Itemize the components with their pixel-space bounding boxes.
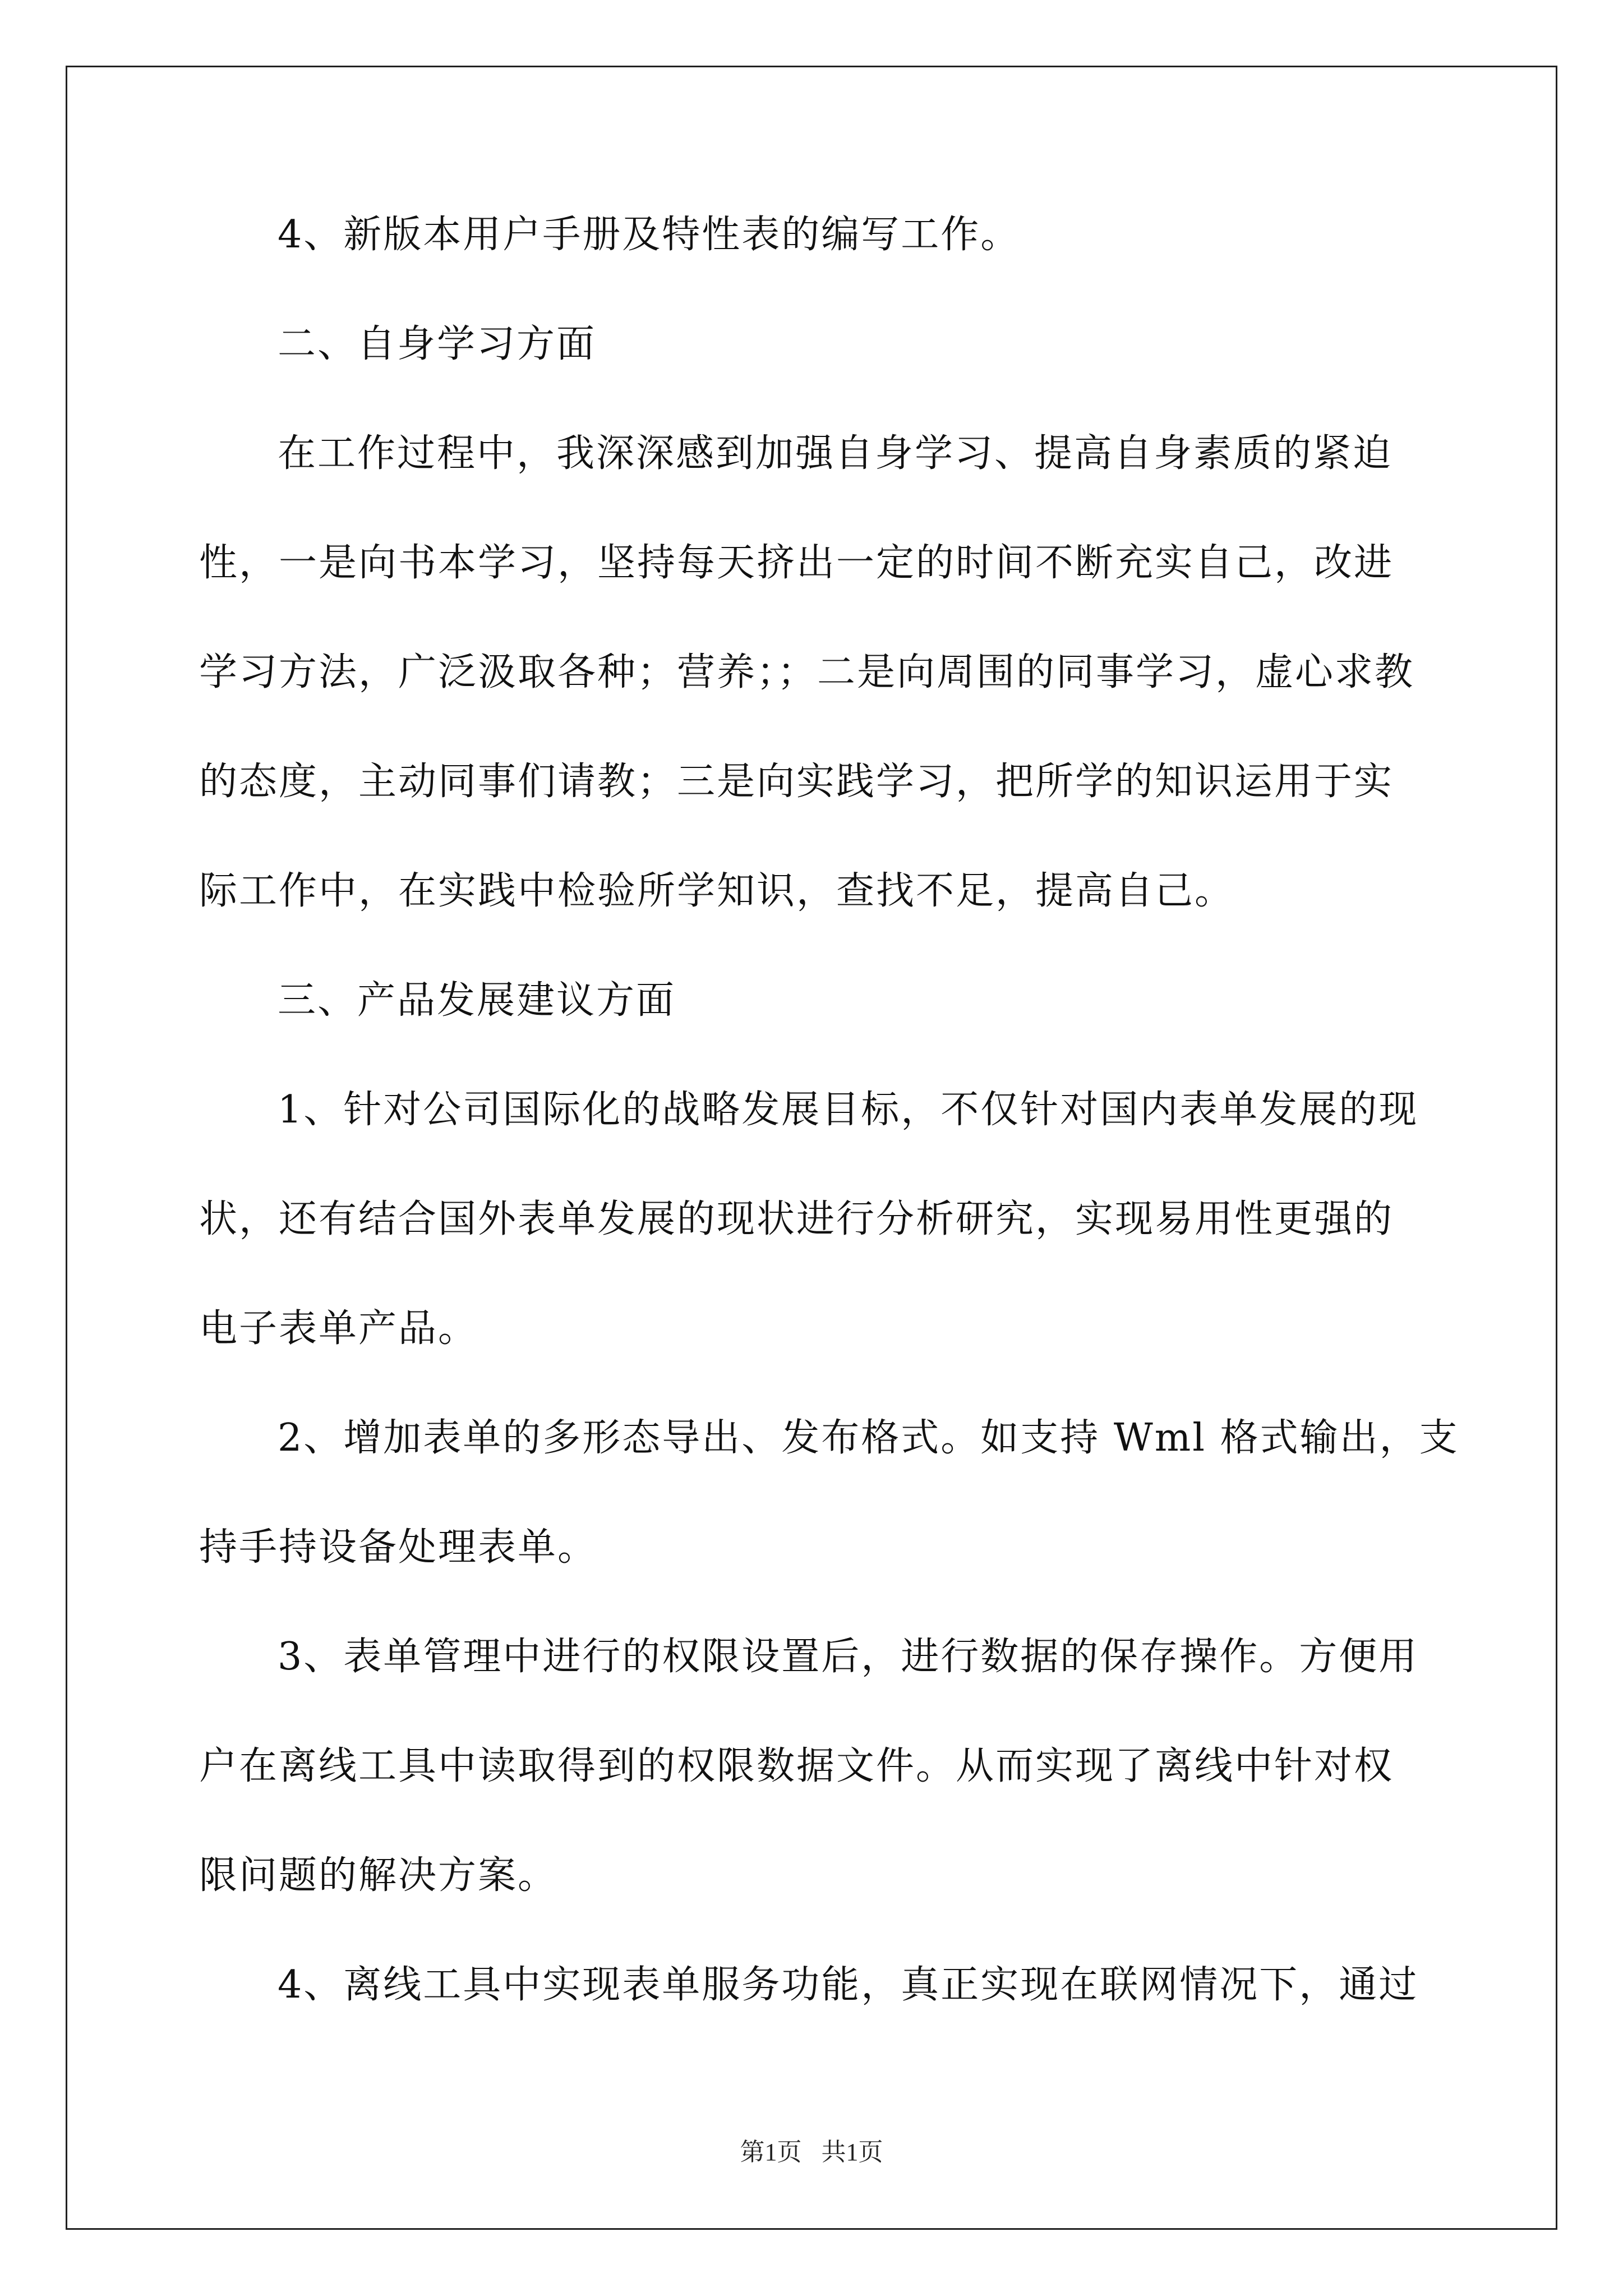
- paragraph-line: 4、离线工具中实现表单服务功能，真正实现在联网情况下，通过: [278, 1963, 1419, 2007]
- paragraph-line: 持手持设备处理表单。: [199, 1525, 598, 1570]
- page-number-current: 第1页: [740, 2138, 802, 2166]
- section-heading: 二、自身学习方面: [278, 322, 597, 366]
- paragraph-line: 1、针对公司国际化的战略发展目标，不仅针对国内表单发展的现: [278, 1088, 1419, 1132]
- page-border: [66, 66, 1557, 2230]
- paragraph-line: 际工作中，在实践中检验所学知识，查找不足，提高自己。: [199, 869, 1235, 913]
- paragraph-line: 电子表单产品。: [199, 1306, 478, 1351]
- paragraph-line: 学习方法，广泛汲取各种；营养；；二是向周围的同事学习，虚心求教: [199, 650, 1415, 694]
- paragraph-line: 3、表单管理中进行的权限设置后，进行数据的保存操作。方便用: [278, 1635, 1419, 1679]
- page-number-total: 共1页: [821, 2138, 883, 2166]
- section-heading: 三、产品发展建议方面: [278, 978, 676, 1023]
- page-footer: [0, 2132, 1623, 2168]
- paragraph-line: 性，一是向书本学习，坚持每天挤出一定的时间不断充实自己，改进: [199, 541, 1394, 585]
- paragraph-line: 4、新版本用户手册及特性表的编写工作。: [278, 213, 1021, 257]
- paragraph-line: 在工作过程中，我深深感到加强自身学习、提高自身素质的紧迫: [278, 431, 1393, 476]
- paragraph-line: 限问题的解决方案。: [199, 1853, 558, 1898]
- paragraph-line: 2、增加表单的多形态导出、发布格式。如支持 Wml 格式输出，支: [278, 1416, 1459, 1460]
- paragraph-line: 状，还有结合国外表单发展的现状进行分析研究，实现易用性更强的: [199, 1197, 1394, 1241]
- paragraph-line: 的态度，主动同事们请教；三是向实践学习，把所学的知识运用于实: [199, 760, 1394, 804]
- paragraph-line: 户在离线工具中读取得到的权限数据文件。从而实现了离线中针对权: [199, 1744, 1394, 1788]
